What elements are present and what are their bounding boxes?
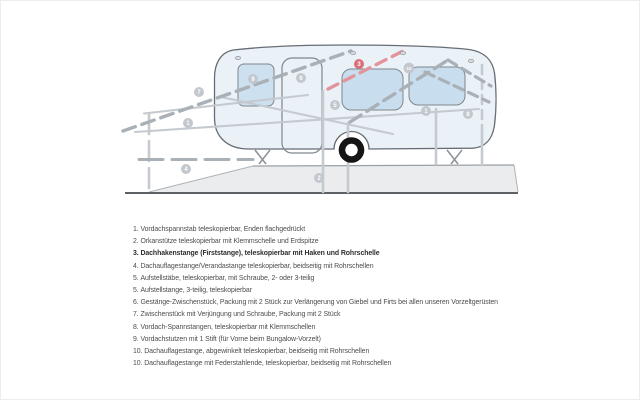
- part-badge-label: 7: [197, 90, 201, 97]
- legend-item-number: 4.: [133, 260, 139, 270]
- legend-item-number: 8.: [133, 321, 139, 331]
- part-badge-label: 1: [186, 121, 190, 128]
- legend-item-text: Aufstellstange, 3-teilig, teleskopierbar: [140, 284, 252, 294]
- legend-item-text: Dachauflagestange/Verandastange teleskopierbar, beidseitig mit Rohrschellen: [140, 260, 374, 270]
- legend-item-8: [133, 308, 551, 320]
- connector-cap-icon: [235, 56, 240, 59]
- corner-steady-right: [447, 150, 462, 164]
- legend-item-number: 6.: [133, 297, 139, 307]
- legend-item-number: 10.: [133, 358, 143, 368]
- legend-item-number: 5.: [133, 272, 139, 282]
- legend-item-11: [133, 345, 551, 357]
- legend-item-1: [133, 223, 551, 235]
- legend-item-number: 7.: [133, 309, 139, 319]
- legend-item-number: 1.: [133, 224, 139, 233]
- parts-legend: [133, 223, 551, 369]
- part-badge-label: 3: [357, 62, 361, 69]
- legend-item-text: Vordachspannstab teleskopierbar, Enden flachgedrückt: [140, 224, 306, 233]
- legend-item-text: Dachhakenstange (Firststange), teleskopierbar mit Haken und Rohrschelle: [140, 248, 380, 258]
- corner-steady-left: [255, 150, 270, 164]
- legend-item-number: 3.: [133, 248, 139, 258]
- connector-cap-icon: [350, 51, 355, 54]
- legend-item-3: [133, 247, 551, 259]
- legend-item-number: 9.: [133, 333, 139, 343]
- part-badge-label: 5: [333, 103, 337, 110]
- legend-item-text: Orkanstütze teleskopierbar mit Klemmschelle und Erdspitze: [140, 236, 319, 246]
- part-badge-label: 1: [424, 109, 428, 116]
- legend-item-text: Gestänge-Zwischenstück, Packung mit 2 Stück zur Verlängerung von Giebel und Firts bei allen unseren Vorzeltgerüsten: [140, 297, 498, 307]
- part-badge-label: 4: [184, 167, 188, 174]
- wheel-hub: [345, 144, 357, 156]
- legend-item-7: [133, 296, 551, 308]
- part-badge-label: 10: [406, 67, 412, 73]
- legend-item-text: Vordachstutzen mit 1 Stift (für Vorne beim Bungalow-Vorzelt): [140, 333, 321, 343]
- part-badge-label: 8: [466, 112, 470, 119]
- legend-item-text: Zwischenstück mit Verjüngung und Schraube, Packung mit 2 Stück: [140, 309, 341, 319]
- part-badge-label: 9: [251, 77, 255, 84]
- legend-item-5: [133, 272, 551, 284]
- connector-cap-icon: [400, 51, 405, 54]
- connector-cap-icon: [468, 59, 473, 62]
- legend-item-10: [133, 333, 551, 345]
- legend-item-number: 2.: [133, 236, 139, 246]
- legend-item-text: Dachauflagestange, abgewinkelt teleskopierbar, beidseitig mit Rohrschellen: [144, 345, 370, 355]
- legend-item-9: [133, 321, 551, 333]
- legend-item-text: Aufstellstäbe, teleskopierbar, mit Schraube, 2- oder 3-teilig: [140, 272, 315, 282]
- legend-item-number: 5.: [133, 284, 139, 294]
- legend-item-2: [133, 235, 551, 247]
- legend-item-12: [133, 357, 551, 369]
- legend-item-text: Dachauflagestange mit Federstahlende, teleskopierbar, beidseitig mit Rohrschellen: [144, 358, 392, 368]
- caravan-window-2: [342, 69, 403, 110]
- legend-item-6: [133, 284, 551, 296]
- legend-item-number: 10.: [133, 345, 143, 355]
- legend-item-4: [133, 260, 551, 272]
- legend-item-text: Vordach-Spannstangen, teleskopierbar mit Klemmschellen: [140, 321, 316, 331]
- part-badge-label: 2: [317, 176, 321, 183]
- part-badge-label: 6: [299, 76, 303, 83]
